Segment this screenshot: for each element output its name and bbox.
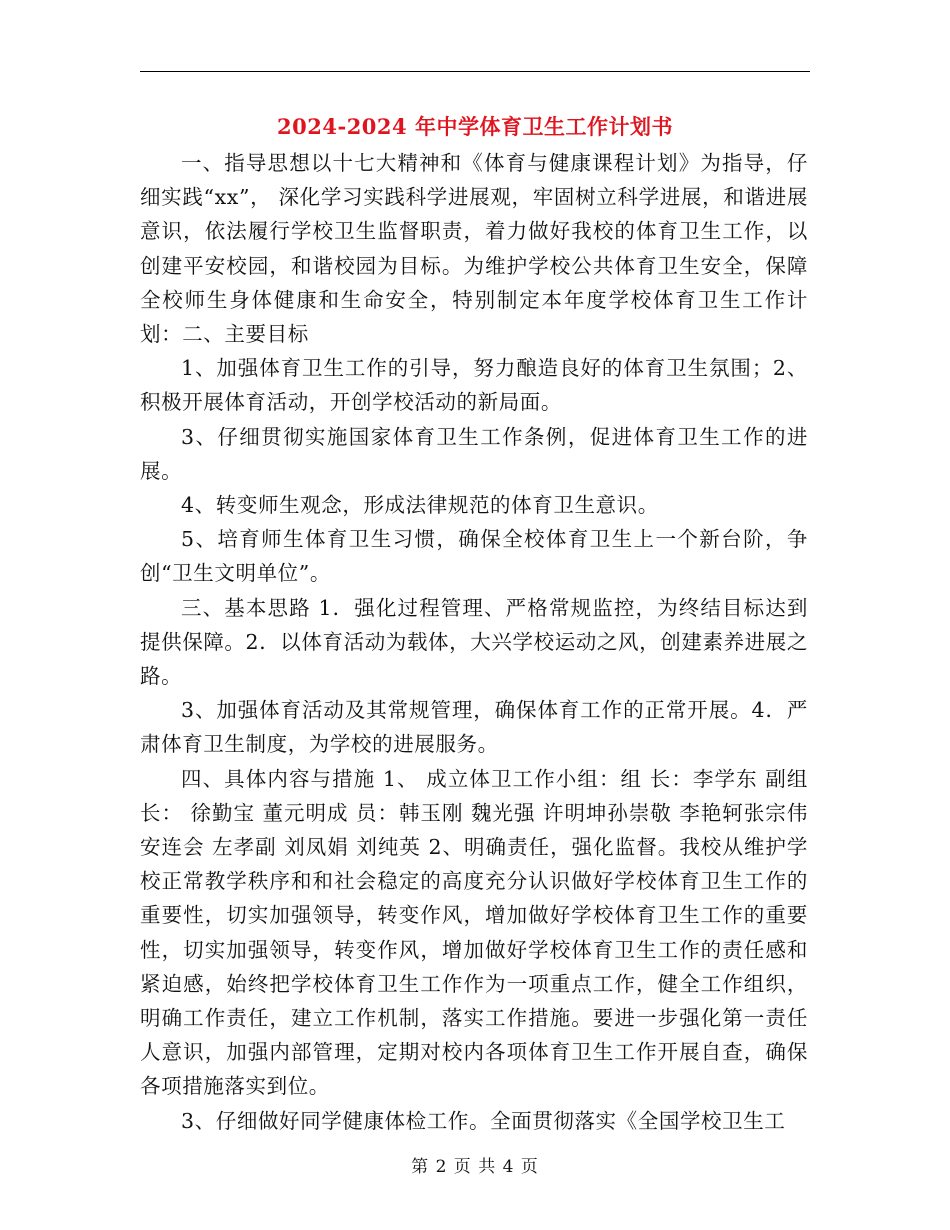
paragraph-guiding-ideology: 一、指导思想以十七大精神和《体育与健康课程计划》为指导，仔细实践“xx”， 深化学习实践科学进展观，牢固树立科学进展，和谐进展意识，依法履行学校卫生监督职责，着力做好我校的体育卫生工作，以创建平安校园，和谐校园为目标。为维护学校公共体育卫生安全，保障全校师生身体健康和生命安全，特别制定本年度学校体育卫生工作计划：二、主要目标	[140, 151, 808, 347]
paragraph-goal-4: 4、转变师生观念，形成法律规范的体育卫生意识。	[181, 493, 659, 518]
paragraph-goal-3: 3、仔细贯彻实施国家体育卫生工作条例，促进体育卫生工作的进展。	[140, 424, 808, 483]
document-title: 2024-2024 年中学体育卫生工作计划书	[277, 114, 673, 139]
paragraph-measures: 四、具体内容与措施 1、 成立体卫工作小组：组 长：李学东 副组长： 徐勤宝 董元明成 员：韩玉刚 魏光强 许明坤孙崇敬 李艳轲张宗伟 安连会 左孝副 刘凤娟 刘纯英 2、明确责任，强化监督。我校从维护学校正常教学秩序和和社会稳定的高度充分认识做好学校体育卫生工作的重要性，切实加强领导，转变作风，增加做好学校体育卫生工作的重要性，切实加强领导，转变作风，增加做好学校体育卫生工作的责任感和紧迫感，始终把学校体育卫生工作作为一项重点工作，健全工作组织，明确工作责任，建立工作机制，落实工作措施。要进一步强化第一责任人意识，加强内部管理，定期对校内各项体育卫生工作开展自查，确保各项措施落实到位。	[140, 766, 808, 1099]
page-number-label: 第 2 页 共 4 页	[411, 1157, 539, 1177]
header-rule	[140, 71, 810, 72]
paragraph-goal-1-2: 1、加强体育卫生工作的引导，努力酿造良好的体育卫生氛围；2、积极开展体育活动，开创学校活动的新局面。	[140, 356, 808, 415]
paragraph-basic-ideas-3-4: 3、加强体育活动及其常规管理，确保体育工作的正常开展。4．严肃体育卫生制度，为学校的进展服务。	[140, 698, 808, 757]
paragraph-goal-5: 5、培育师生体育卫生习惯，确保全校体育卫生上一个新台阶，争创“卫生文明单位”。	[140, 527, 808, 586]
page-footer	[0, 1152, 950, 1177]
paragraph-health-check: 3、仔细做好同学健康体检工作。全面贯彻落实《全国学校卫生工	[181, 1108, 786, 1133]
document-body	[140, 146, 808, 1138]
paragraph-basic-ideas: 三、基本思路 1．强化过程管理、严格常规监控，为终结目标达到提供保障。2．以体育活动为载体，大兴学校运动之风，创建素养进展之路。	[140, 595, 808, 689]
